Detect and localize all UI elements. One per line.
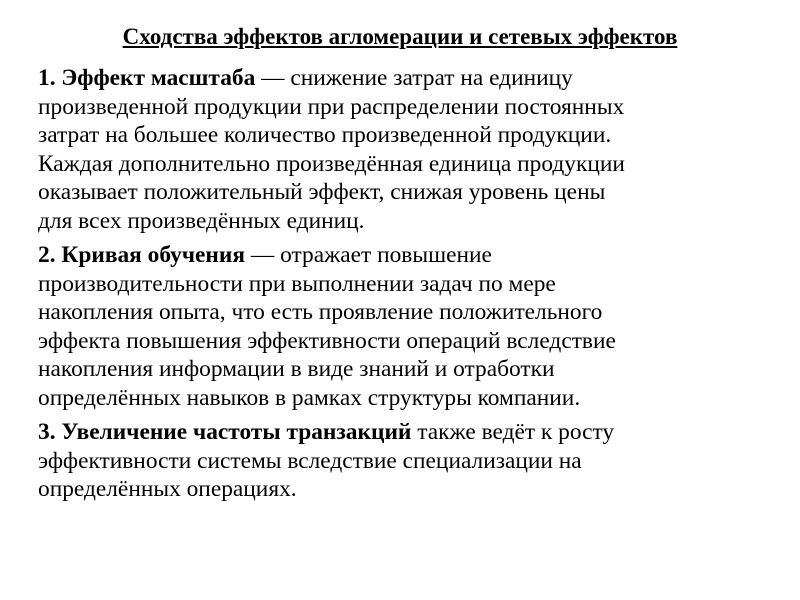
item-line: оказывает положительный эффект, снижая уровень цены <box>38 179 606 205</box>
item-line: произведенной продукции при распределении постоянных <box>38 93 625 120</box>
item-term: 3. Увеличение частоты транзакций <box>38 419 412 445</box>
item-line: эффекта повышения эффективности операций вследствие <box>38 327 616 354</box>
item-line: Каждая дополнительно произведённая единица продукции <box>38 150 625 177</box>
item-line: эффективности системы вследствие специализации на <box>38 447 582 474</box>
item-economies-of-scale <box>38 64 778 235</box>
item-line: определённых навыков в рамках структуры компании. <box>38 384 581 411</box>
item-line: накопления опыта, что есть проявление положительного <box>38 299 603 325</box>
slide-content <box>38 64 778 510</box>
item-transaction-frequency <box>38 418 778 504</box>
item-first-line <box>38 241 778 270</box>
item-line: накопления информации в виде знаний и отработки <box>38 356 555 382</box>
item-term: 2. Кривая обучения <box>38 242 246 268</box>
item-text: также ведёт к росту <box>411 419 615 445</box>
item-text: — снижение затрат на единицу <box>255 65 573 91</box>
item-term: 1. Эффект масштаба <box>38 65 256 91</box>
item-line: затрат на большее количество произведенной продукции. <box>38 122 612 148</box>
item-line: определённых операциях. <box>38 476 297 502</box>
item-line: для всех произведённых единиц. <box>38 207 365 234</box>
item-first-line <box>38 64 778 93</box>
item-text: — отражает повышение <box>245 242 492 268</box>
slide-title: Сходства эффектов агломерации и сетевых эффектов <box>122 24 678 49</box>
item-first-line <box>38 418 778 447</box>
item-learning-curve <box>38 241 778 412</box>
item-line: производительности при выполнении задач по мере <box>38 270 556 297</box>
